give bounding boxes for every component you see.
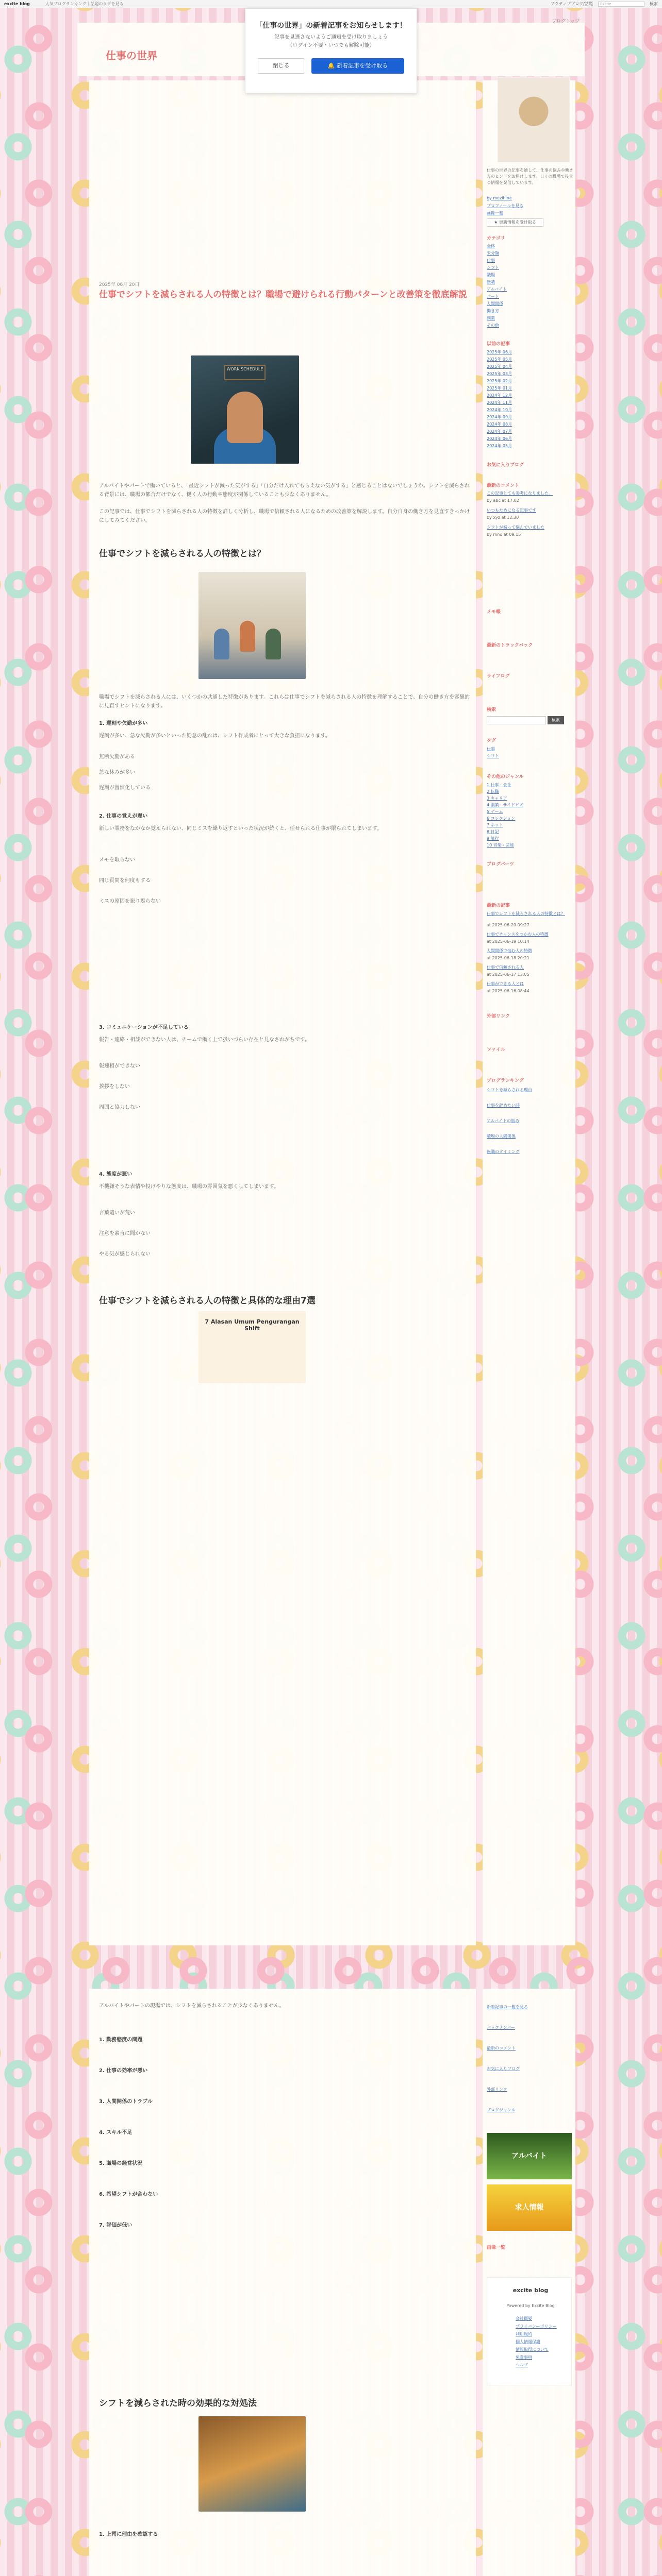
profile-text: 仕事の世界の記事を通して、仕事の悩みや働き方のヒントをお届けします。日々の職場で役立つ情報を発信しています。 [487, 168, 573, 185]
follow-button[interactable]: ★ 更新情報を受け取る [487, 218, 543, 227]
archive-link[interactable]: 2024年 10月 [487, 408, 512, 412]
blog-parts-heading: ブログパーツ [487, 862, 515, 867]
recent-posts-heading: 最新の記事 [487, 903, 510, 908]
sidebar-bottom-link[interactable]: 外部リンク [487, 2087, 507, 2092]
recent-post-link[interactable]: 仕事ができる人とは [487, 981, 524, 986]
section1-paragraph: 職場でシフトを減らされる人には、いくつかの共通した特徴があります。これらは仕事でシフトを減らされる人の特徴を理解することで、自分の働き方を客観的に見直すヒントになります。 [99, 694, 470, 709]
topbar-search-input[interactable]: Excite [598, 2, 644, 7]
sidebar-bottom-link[interactable]: ブログジャンル [487, 2108, 516, 2112]
office-figure [214, 629, 229, 659]
archive-link[interactable]: 2024年 12月 [487, 393, 512, 398]
excite-logo[interactable]: excite blog [4, 2, 30, 6]
genre-link[interactable]: 6 コレクション [487, 816, 516, 821]
section-heading-2: 仕事でシフトを減らされる人の特徴と具体的な理由7選 [99, 1296, 316, 1306]
subheading-2: 2. 仕事の覚えが遅い [99, 814, 148, 819]
recent-post-date: at 2025-06-16 08:44 [487, 989, 529, 993]
sidebar-bottom-link[interactable]: 最新のコメント [487, 2046, 516, 2050]
recent-post-date: at 2025-06-18 20:21 [487, 956, 529, 960]
recent-post-link[interactable]: 人間関係で悩む人の特徴 [487, 948, 532, 953]
powered-by-text: Powered by Excite Blog [506, 2303, 555, 2308]
hero-image [191, 355, 299, 464]
reasons-image [198, 1311, 306, 1383]
search-heading: 検索 [487, 707, 496, 713]
list-item: 周囲と協力しない [99, 1105, 140, 1110]
popular-post-link[interactable]: アルバイトの悩み [487, 1118, 520, 1123]
favorite-blogs-heading: お気に入りブログ [487, 463, 524, 468]
subheading-1: 1. 遅刻や欠勤が多い [99, 721, 148, 726]
comment-link[interactable]: この記事とても参考になりました。 [487, 491, 553, 496]
list-item: 報連相ができない [99, 1063, 140, 1069]
subheading-3-body: 報告・連絡・相談ができない人は、チームで働く上で扱いづらい存在と見なされがちです。 [99, 1037, 310, 1043]
archive-link[interactable]: 2024年 06月 [487, 436, 512, 441]
profile-more-link[interactable]: プロフィールを見る [487, 204, 524, 208]
tag-heading: タグ [487, 738, 496, 743]
list-item: 挨拶をしない [99, 1084, 130, 1090]
notification-title: 「仕事の世界」の新着記事をお知らせします！ [255, 22, 407, 30]
archive-link[interactable]: 2025年 03月 [487, 371, 512, 376]
topbar-link-ranking[interactable]: 人気ブログランキング｜話題のタグを見る [45, 2, 124, 6]
section2-paragraph: アルバイトやパートの現場では、シフトを減らされることが少なくありません。 [99, 2003, 285, 2009]
trackback-heading: 最新のトラックバック [487, 643, 533, 648]
hero-person [227, 392, 263, 443]
topbar-right [551, 1, 658, 7]
genre-link[interactable]: 5 ゲーム [487, 809, 503, 814]
list-item: 遅刻が習慣化している [99, 785, 151, 791]
post-date: 2025年 06月 20日 [99, 282, 140, 287]
sidebar-bottom-link[interactable]: バックナンバー [487, 2025, 516, 2030]
subheading-4-body: 不機嫌そうな表情や投げやりな態度は、職場の雰囲気を悪くしてしまいます。 [99, 1184, 279, 1190]
work-schedule-sign: WORK SCHEDULE [224, 365, 266, 380]
popular-post-link[interactable]: 職場の人間関係 [487, 1134, 516, 1139]
profile-image [498, 77, 570, 162]
comment-meta: by abc at 17:02 [487, 498, 519, 503]
blog-top-link[interactable]: ブログトップ [552, 19, 580, 24]
sidebar-search-button[interactable]: 検索 [548, 716, 564, 724]
subheading-a: 1. 上司に理由を確認する [99, 2532, 158, 2537]
list-item: 同じ質問を何度もする [99, 878, 151, 884]
bell-icon: 🔔 [327, 62, 337, 69]
list-item: やる気が感じられない [99, 1251, 151, 1257]
category-link[interactable]: 働き方 [487, 309, 499, 313]
job-banner-2[interactable] [487, 2184, 572, 2231]
archive-link[interactable]: 2025年 05月 [487, 357, 512, 362]
notification-line1: 記事を見逃さないようご通知を受け取りましょう [274, 35, 388, 40]
comment-meta: by xyz at 12:30 [487, 515, 519, 520]
external-links-heading: 外部リンク [487, 1014, 510, 1019]
footer-link[interactable]: ヘルプ [516, 2363, 528, 2367]
genre-link[interactable]: 4 副業・サイドビズ [487, 803, 524, 807]
profile-author-link[interactable]: by mezihine [487, 196, 512, 200]
reason-item: 7. 評価が低い [99, 2223, 133, 2228]
comment-link[interactable]: シフトが減って悩んでいました [487, 525, 544, 530]
category-link[interactable]: 全体 [487, 244, 495, 248]
recent-post-link[interactable]: 仕事でシフトを減らされる人の特徴とは？ [487, 911, 565, 916]
category-heading: カテゴリ [487, 236, 505, 241]
tag-link[interactable]: シフト [487, 754, 499, 758]
genre-link[interactable]: 2 転職 [487, 789, 499, 794]
notification-subscribe-label: 新着記事を受け取る [337, 62, 388, 69]
archive-link[interactable]: 2024年 05月 [487, 444, 512, 448]
list-item: メモを取らない [99, 857, 135, 863]
genre-link[interactable]: 1 仕事・会社 [487, 783, 511, 787]
list-item: 注意を素直に聞かない [99, 1231, 151, 1236]
category-link[interactable]: その他 [487, 323, 499, 328]
popular-post-link[interactable]: 転職のタイミング [487, 1149, 520, 1154]
reason-item: 6. 希望シフトが合わない [99, 2192, 158, 2197]
excite-footer-logo[interactable]: excite blog [512, 2287, 549, 2294]
file-heading: ファイル [487, 1047, 505, 1053]
subheading-3: 3. コミュニケーションが不足している [99, 1025, 189, 1030]
archive-link[interactable]: 2025年 02月 [487, 379, 512, 383]
genre-link[interactable]: 8 日記 [487, 829, 499, 834]
footer-link[interactable]: 会社概要 [516, 2316, 532, 2321]
section-heading-3: シフトを減らされた時の効果的な対処法 [99, 2398, 257, 2409]
recent-post-date: at 2025-06-19 10:14 [487, 939, 529, 944]
archive-heading: 以前の記事 [487, 342, 510, 347]
reasons-image-title: 7 Alasan Umum Pengurangan Shift [205, 1318, 300, 1332]
archive-link[interactable]: 2025年 06月 [487, 350, 512, 354]
category-link[interactable]: 職場 [487, 273, 495, 277]
genre-link[interactable]: 7 ネット [487, 823, 503, 827]
profile-images-link[interactable]: 画像一覧 [487, 211, 503, 215]
list-item: 言葉遣いが荒い [99, 1210, 135, 1216]
other-genre-heading: その他のジャンル [487, 774, 524, 779]
comment-link[interactable]: いつもためになる記事です [487, 508, 536, 513]
genre-link[interactable]: 9 旅行 [487, 836, 499, 841]
subheading-2-body: 新しい業務をなかなか覚えられない、同じミスを繰り返すといった状況が続くと、任せられる仕事が限られてしまいます。 [99, 826, 383, 832]
section-heading-1: 仕事でシフトを減らされる人の特徴とは？ [99, 549, 266, 559]
notification-close-button[interactable]: 閉じる [258, 58, 304, 74]
sidebar-bottom-link[interactable]: 新着記事の一覧を見る [487, 2005, 528, 2009]
category-link[interactable]: 転職 [487, 280, 495, 284]
handshake-image [198, 2416, 306, 2512]
category-link[interactable]: 仕事 [487, 258, 495, 263]
reason-item: 1. 勤務態度の問題 [99, 2037, 143, 2043]
list-item: 無断欠勤がある [99, 754, 135, 760]
topbar-search-button[interactable]: 検索 [650, 2, 658, 6]
notification-subscribe-button[interactable] [311, 58, 404, 74]
genre-link[interactable]: 10 音楽・芸能 [487, 843, 514, 848]
office-figure [240, 621, 255, 652]
footer-link[interactable]: 免責事項 [516, 2355, 532, 2360]
job-banner-1-text: アルバイト [511, 2152, 547, 2160]
category-link[interactable]: 副業 [487, 316, 495, 320]
archive-link[interactable]: 2024年 08月 [487, 422, 512, 427]
recent-comments-heading: 最新のコメント [487, 483, 520, 488]
reason-item: 3. 人間関係のトラブル [99, 2099, 153, 2105]
recent-post-link[interactable]: 仕事でチャンスをつかむ人の特徴 [487, 932, 549, 937]
excite-topbar [0, 0, 662, 8]
category-link[interactable]: パート [487, 294, 499, 299]
blog-title[interactable]: 仕事の世界 [106, 49, 157, 62]
archive-link[interactable]: 2025年 04月 [487, 364, 512, 369]
archive-link[interactable]: 2024年 09月 [487, 415, 512, 419]
category-link[interactable]: 未分類 [487, 251, 499, 256]
category-link[interactable]: 人間関係 [487, 301, 503, 306]
list-item: ミスの原因を振り返らない [99, 899, 161, 904]
notification-line2: （ログイン不要・いつでも解除可能） [287, 43, 375, 48]
comment-meta: by mno at 09:15 [487, 532, 521, 537]
blog-ranking-heading: ブログランキング [487, 1078, 524, 1083]
recent-post-date: at 2025-06-20 09:27 [487, 923, 529, 927]
reason-item: 2. 仕事の効率が悪い [99, 2068, 148, 2074]
category-link[interactable]: アルバイト [487, 287, 507, 292]
footer-link[interactable]: 利用規約 [516, 2332, 532, 2336]
archive-link[interactable]: 2024年 11月 [487, 400, 512, 405]
recent-post-date: at 2025-06-17 13:05 [487, 972, 529, 977]
subheading-4: 4. 態度が悪い [99, 1172, 133, 1177]
footer-images-heading: 画像一覧 [487, 2245, 506, 2250]
archive-link[interactable]: 2024年 07月 [487, 429, 512, 434]
memo-heading: メモ帳 [487, 609, 501, 615]
genre-link[interactable]: 3 キャリア [487, 796, 507, 801]
reason-item: 4. スキル不足 [99, 2130, 133, 2136]
notification-buttons [245, 58, 417, 74]
lifelog-heading: ライフログ [487, 674, 510, 679]
topbar-active-link[interactable]: アクティブブログ/話題 [551, 2, 593, 6]
popular-post-link[interactable]: 仕事を辞めたい時 [487, 1103, 520, 1108]
popular-post-link[interactable]: シフトを減らされる理由 [487, 1088, 532, 1092]
sidebar-search-input[interactable] [487, 716, 546, 724]
office-image [198, 572, 306, 679]
intro-paragraph-2: この記事では、仕事でシフトを減らされる人の特徴を詳しく分析し、職場で信頼される人になるための改善策を解説します。自分自身の働き方を見直すきっかけにしてみてください。 [99, 509, 470, 523]
intro-paragraph: アルバイトやパートで働いていると、「最近シフトが減った気がする」「自分だけ入れてもらえない気がする」と感じることはないでしょうか。シフトを減らされる背景には、職場の都合だけでなく、働く人の行動や態度が関係していることも少なくありません。 [99, 483, 470, 498]
archive-link[interactable]: 2025年 01月 [487, 386, 512, 391]
footer-link[interactable]: 個人情報保護 [516, 2340, 540, 2344]
recent-post-link[interactable]: 仕事で信頼される人 [487, 965, 524, 970]
sidebar-bottom-link[interactable]: お気に入りブログ [487, 2066, 520, 2071]
reason-item: 5. 職場の経営状況 [99, 2161, 143, 2166]
job-banner-1[interactable] [487, 2133, 572, 2179]
tag-link[interactable]: 仕事 [487, 747, 495, 751]
footer-link[interactable]: プライバシーポリシー [516, 2324, 557, 2329]
post-title[interactable]: 仕事でシフトを減らされる人の特徴とは？職場で避けられる行動パターンと改善策を徹底解説 [99, 290, 467, 300]
footer-link[interactable]: 情報取得について [516, 2347, 549, 2352]
office-figure [266, 629, 281, 659]
category-link[interactable]: シフト [487, 265, 499, 270]
notification-popup [245, 8, 417, 93]
list-item: 急な休みが多い [99, 770, 135, 775]
subheading-1-body: 遅刻が多い、急な欠勤が多いといった勤怠の乱れは、シフト作成者にとって大きな負担になります。 [99, 733, 330, 739]
job-banner-2-text: 求人情報 [515, 2204, 544, 2212]
